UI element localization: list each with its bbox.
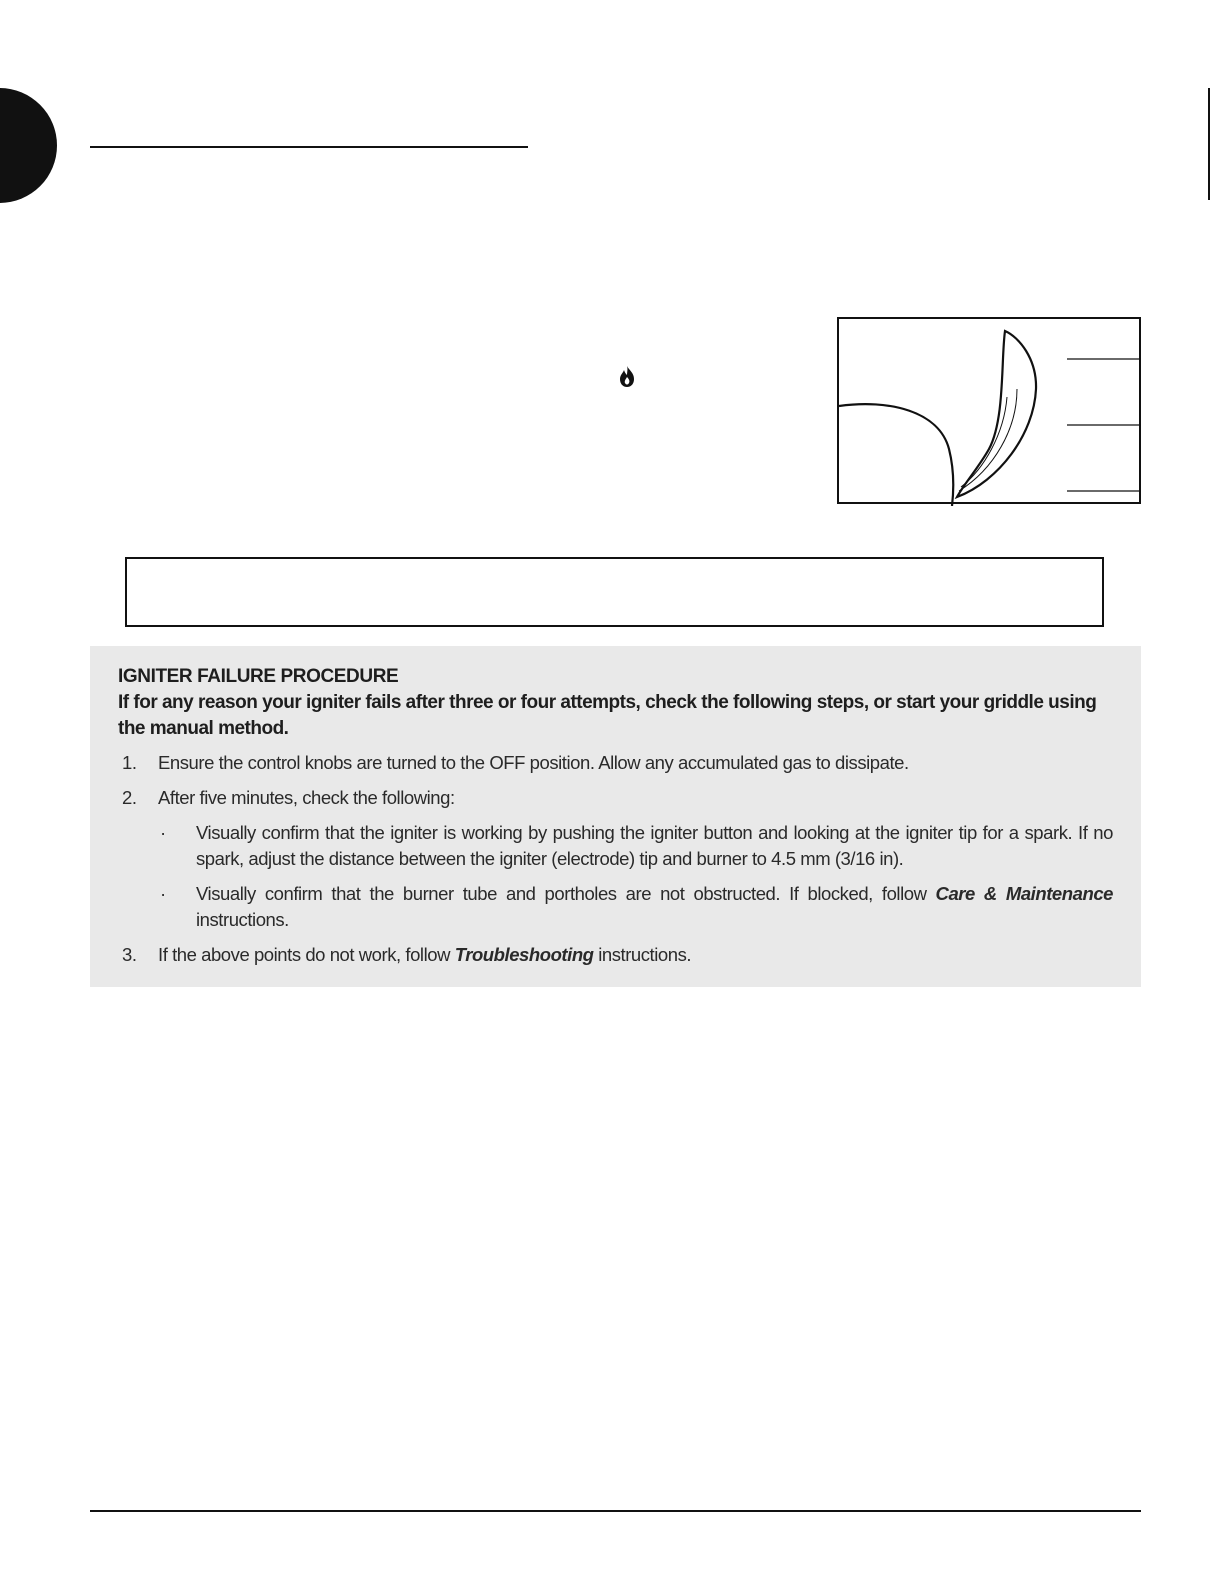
procedure-step <box>118 750 1113 776</box>
step-number: 2. <box>122 787 137 808</box>
burner-flame-drawing <box>839 319 1143 506</box>
burner-flame-diagram <box>837 317 1141 504</box>
header-rule <box>90 146 528 148</box>
check-text-end: instructions. <box>196 909 289 930</box>
step-text: Ensure the control knobs are turned to the OFF position. Allow any accumulated gas to dissipate. <box>158 752 909 773</box>
footer-rule <box>90 1510 1141 1512</box>
procedure-step <box>118 942 1113 968</box>
check-text: Visually confirm that the igniter is working by pushing the igniter button and looking at the igniter tip for a spark. If no spark, adjust the distance between the igniter (electrode) tip and burner to 4.5 mm (3/16 in). <box>196 822 1113 869</box>
bullet-mark: · <box>160 883 166 904</box>
bullet-mark: · <box>160 822 166 843</box>
care-maintenance-reference: Care & Maintenance <box>935 883 1113 904</box>
flame-icon <box>617 365 637 389</box>
section-tab-marker <box>0 88 57 203</box>
check-item <box>118 820 1113 872</box>
step-text: After five minutes, check the following: <box>158 787 455 808</box>
note-box <box>125 557 1104 627</box>
procedure-title: IGNITER FAILURE PROCEDURE <box>118 666 399 687</box>
procedure-intro: If for any reason your igniter fails after three or four attempts, check the following steps, or start your griddle using the manual method. <box>118 692 1097 739</box>
check-list <box>118 820 1113 933</box>
check-text: Visually confirm that the burner tube and portholes are not obstructed. If blocked, follow <box>196 883 936 904</box>
step-text: If the above points do not work, follow <box>158 944 455 965</box>
troubleshooting-reference: Troubleshooting <box>454 944 594 965</box>
igniter-failure-procedure <box>90 646 1141 987</box>
check-item <box>118 881 1113 933</box>
edge-mark <box>1208 88 1210 200</box>
step-number: 1. <box>122 752 137 773</box>
step-number: 3. <box>122 944 137 965</box>
step-text-end: instructions. <box>593 944 692 965</box>
procedure-step <box>118 785 1113 811</box>
